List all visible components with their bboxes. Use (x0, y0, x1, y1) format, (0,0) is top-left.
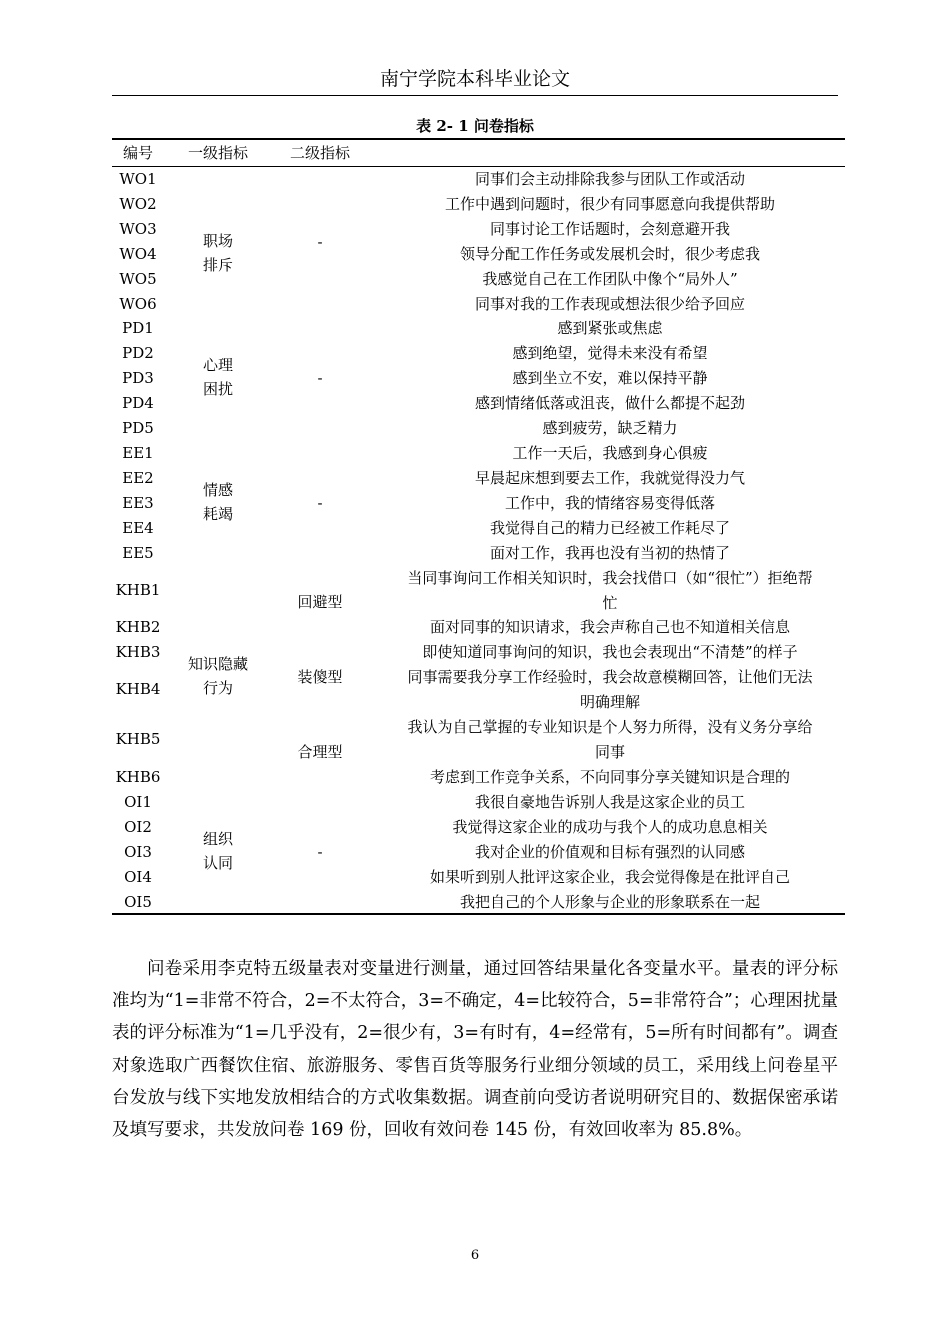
body-paragraph (112, 953, 838, 1146)
row-item-cont: 忙 (602, 594, 618, 612)
level2-label: - (317, 494, 323, 512)
level1-label-cont: 耗竭 (202, 505, 233, 523)
paragraph-line: 问卷采用李克特五级量表对变量进行测量，通过回答结果量化各变量水平。量表的 (147, 959, 786, 979)
row-item: 面对同事的知识请求，我会声称自己也不知道相关信息 (429, 618, 790, 636)
row-code: EE5 (122, 544, 154, 562)
col-header-code: 编号 (122, 144, 153, 162)
row-code: KHB4 (115, 680, 161, 698)
table-bottom-rule (112, 913, 845, 915)
row-code: OI5 (124, 893, 152, 911)
row-code: OI1 (124, 793, 152, 811)
level1-label: 职场 (202, 232, 233, 250)
paragraph-line: 员工，采用线上问卷星平台发放与线下实地发放相结合的方式收集数据。调查前向受访 (112, 1055, 838, 1108)
paragraph-line: 评分标准均为“1=非常不符合，2=不太符合，3=不确定，4=比较符合，5=非常符合”； (112, 959, 839, 1012)
level1-label-cont: 困扰 (202, 380, 233, 398)
row-code: KHB3 (115, 643, 161, 661)
row-code: EE3 (122, 494, 154, 512)
level2-label: 合理型 (297, 743, 343, 761)
level1-label-cont: 行为 (202, 679, 233, 697)
row-code: KHB2 (115, 618, 161, 636)
level2-label: 装傻型 (297, 668, 343, 686)
row-item: 感到情绪低落或沮丧，做什么都提不起劲 (474, 394, 745, 412)
row-item: 感到疲劳，缺乏精力 (542, 419, 678, 437)
level1-label-cont: 排斥 (202, 256, 233, 274)
row-item: 同事需要我分享工作经验时，我会故意模糊回答，让他们无法 (407, 668, 813, 686)
row-item: 我感觉自己在工作团队中像个“局外人” (482, 270, 738, 288)
page-number: 6 (470, 1248, 480, 1263)
row-item: 我认为自己掌握的专业知识是个人努力所得，没有义务分享给 (407, 718, 813, 736)
row-item: 早晨起床想到要去工作，我就觉得没力气 (474, 469, 745, 487)
row-code: EE1 (122, 444, 154, 462)
table-caption: 表 2- 1 问卷指标 (416, 117, 534, 135)
row-item: 工作中，我的情绪容易变得低落 (504, 494, 715, 512)
row-item: 同事讨论工作话题时，会刻意避开我 (489, 220, 730, 238)
row-code: WO2 (119, 195, 157, 213)
table-top-rule (112, 138, 845, 140)
row-item: 我把自己的个人形象与企业的形象联系在一起 (459, 893, 760, 911)
level1-label: 组织 (202, 830, 233, 848)
row-item: 面对工作，我再也没有当初的热情了 (489, 544, 730, 562)
level2-label: - (317, 233, 323, 251)
level1-label: 情感 (202, 481, 233, 499)
row-code: OI2 (124, 818, 152, 836)
row-code: EE4 (122, 519, 154, 537)
level1-label-cont: 认同 (202, 854, 233, 872)
row-code: WO6 (119, 295, 157, 313)
row-item: 即使知道同事询问的知识，我也会表现出“不清楚”的样子 (422, 643, 798, 661)
row-code: KHB1 (115, 581, 161, 599)
row-code: PD1 (122, 319, 154, 337)
row-code: KHB5 (115, 730, 161, 748)
row-item: 我觉得自己的精力已经被工作耗尽了 (489, 519, 730, 537)
row-item: 我对企业的价值观和目标有强烈的认同感 (474, 843, 745, 861)
row-item: 感到紧张或焦虑 (557, 319, 663, 337)
row-item: 感到绝望，觉得未来没有希望 (512, 344, 708, 362)
row-code: WO3 (119, 220, 157, 238)
paragraph-line: 心理困扰量表的评分标准为“1=几乎没有，2=很少有，3=有时有，4=经常有，5=所有 (112, 991, 838, 1044)
row-item: 我很自豪地告诉别人我是这家企业的员工 (474, 793, 745, 811)
row-item: 工作中遇到问题时，很少有同事愿意向我提供帮助 (444, 195, 775, 213)
row-item: 考虑到工作竞争关系，不向同事分享关键知识是合理的 (429, 768, 790, 786)
row-code: WO1 (119, 170, 157, 188)
paragraph-line: 时间都有”。调查对象选取广西餐饮住宿、旅游服务、零售百货等服务行业细分领域的 (112, 1023, 838, 1076)
row-item: 当同事询问工作相关知识时，我会找借口（如“很忙”）拒绝帮 (407, 569, 813, 587)
row-item: 领导分配工作任务或发展机会时，很少考虑我 (459, 245, 760, 263)
paragraph-line: 者说明研究目的、数据保密承诺及填写要求，共发放问卷 169 份，回收有效问卷 145 份， (112, 1087, 839, 1141)
row-code: EE2 (122, 469, 154, 487)
col-header-level2: 二级指标 (289, 144, 350, 162)
row-code: OI4 (124, 868, 152, 886)
row-item: 我觉得这家企业的成功与我个人的成功息息相关 (452, 818, 768, 836)
row-item: 同事们会主动排除我参与团队工作或活动 (474, 170, 745, 188)
row-item: 同事对我的工作表现或想法很少给予回应 (474, 295, 745, 313)
level1-label: 心理 (202, 356, 233, 374)
row-item: 如果听到别人批评这家企业，我会觉得像是在批评自己 (429, 868, 790, 886)
row-item: 工作一天后，我感到身心俱疲 (512, 444, 708, 462)
level2-label: 回避型 (297, 593, 343, 611)
col-header-level1: 一级指标 (187, 144, 248, 162)
row-item: 感到坐立不安，难以保持平静 (512, 369, 708, 387)
row-item-cont: 明确理解 (579, 693, 640, 711)
level2-label: - (317, 843, 323, 861)
level1-label: 知识隐藏 (187, 655, 248, 673)
row-code: PD2 (122, 344, 154, 362)
row-code: KHB6 (115, 768, 161, 786)
row-item-cont: 同事 (594, 743, 625, 761)
level2-label: - (317, 369, 323, 387)
header-rule (112, 95, 838, 96)
row-code: WO4 (119, 245, 157, 263)
row-code: WO5 (119, 270, 157, 288)
row-code: PD3 (122, 369, 154, 387)
page-header: 南宁学院本科毕业论文 (379, 68, 570, 90)
row-code: PD5 (122, 419, 154, 437)
row-code: OI3 (124, 843, 152, 861)
paragraph-line: 有效回收率为 85.8%。 (568, 1120, 753, 1141)
row-code: PD4 (122, 394, 154, 412)
